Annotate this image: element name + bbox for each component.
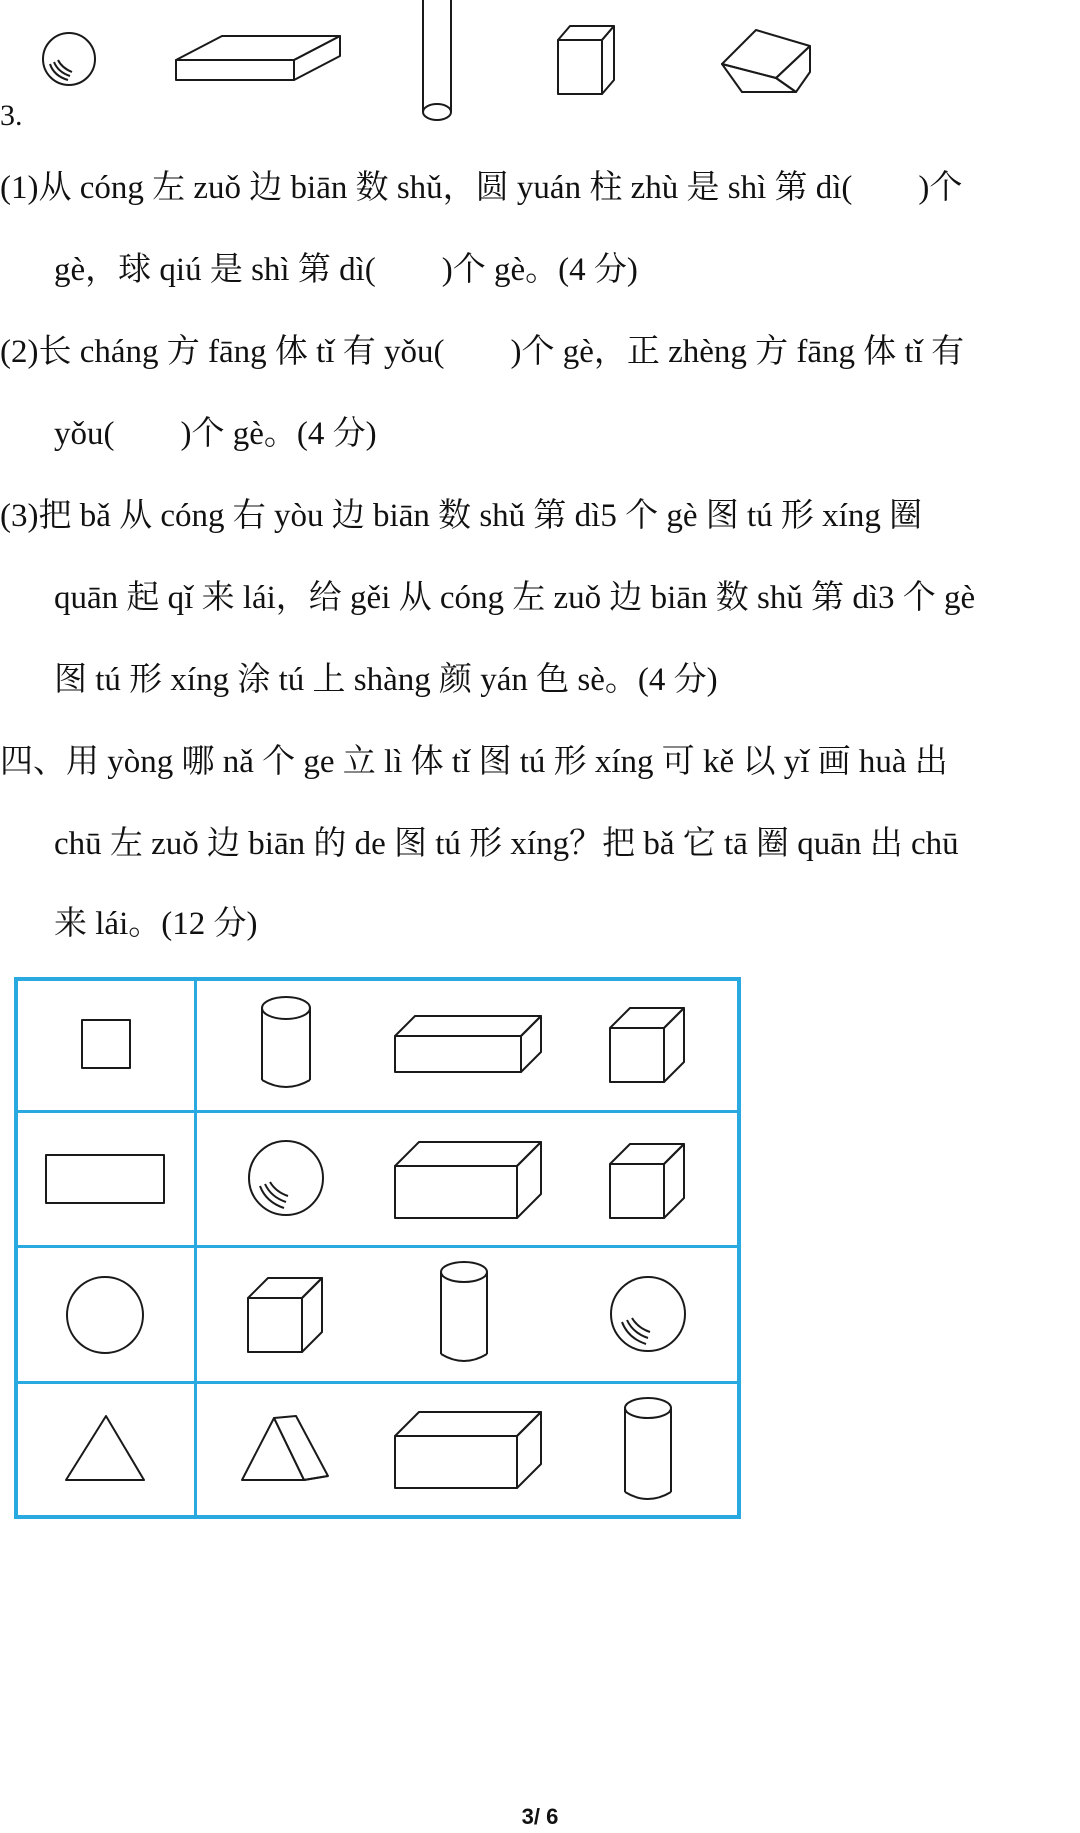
section4-line3: 来 lái。(12 分) (54, 906, 258, 942)
q1-line1: (1)从 cóng 左 zuǒ 边 biān 数 shǔ，圆 yuán 柱 zhù 是 shì 第 dì( )个 (0, 170, 963, 206)
circle-icon (64, 1274, 148, 1358)
cube-icon[interactable] (720, 26, 812, 96)
page-number: 3/ 6 (521, 1804, 559, 1829)
cylinder-icon[interactable] (420, 0, 456, 124)
q3-line1: (3)把 bǎ 从 cóng 右 yòu 边 biān 数 shǔ 第 dì5 个 gè 图 tú 形 xíng 圈 (0, 498, 923, 534)
cylinder-icon[interactable] (622, 1396, 676, 1506)
cylinder-icon[interactable] (258, 994, 314, 1094)
q3-line3: 图 tú 形 xíng 涂 tú 上 shàng 颜 yán 色 sè。(4 分) (54, 662, 718, 698)
q2-line2: yǒu( )个 gè。(4 分) (54, 416, 377, 452)
square-icon (80, 1018, 132, 1070)
sphere-icon[interactable] (40, 30, 100, 90)
cube-icon[interactable] (246, 1276, 326, 1354)
question-number: 3. (0, 99, 23, 132)
rectangle-icon (44, 1153, 168, 1207)
cuboid-icon[interactable] (393, 1410, 545, 1492)
table-row-divider (14, 1381, 741, 1384)
cuboid-icon[interactable] (393, 1014, 545, 1076)
section4-line1: 四、用 yòng 哪 nǎ 个 ge 立 lì 体 tǐ 图 tú 形 xíng 可 kě 以 yǐ 画 huà 出 (0, 744, 948, 780)
flat-cuboid-icon[interactable] (174, 34, 344, 84)
table-row-divider (14, 1110, 741, 1113)
table-row-divider (14, 1245, 741, 1248)
triangular-prism-icon[interactable] (240, 1414, 332, 1486)
cylinder-icon[interactable] (438, 1260, 492, 1368)
sphere-icon[interactable] (246, 1138, 328, 1220)
q1-line2: gè，球 qiú 是 shì 第 dì( )个 gè。(4 分) (54, 252, 638, 288)
cube-icon[interactable] (608, 1006, 688, 1084)
cube-icon[interactable] (608, 1142, 688, 1220)
cuboid-icon[interactable] (556, 24, 618, 98)
table-divider (194, 977, 197, 1519)
q3-line2: quān 起 qǐ 来 lái，给 gěi 从 cóng 左 zuǒ 边 biān 数 shǔ 第 dì3 个 gè (54, 580, 976, 616)
section4-line2: chū 左 zuǒ 边 biān 的 de 图 tú 形 xíng？把 bǎ 它 tā 圈 quān 出 chū (54, 826, 959, 862)
cuboid-icon[interactable] (393, 1140, 545, 1222)
triangle-icon (64, 1414, 148, 1484)
sphere-icon[interactable] (608, 1274, 690, 1356)
q2-line1: (2)长 cháng 方 fāng 体 tǐ 有 yǒu( )个 gè，正 zhèng 方 fāng 体 tǐ 有 (0, 334, 965, 370)
